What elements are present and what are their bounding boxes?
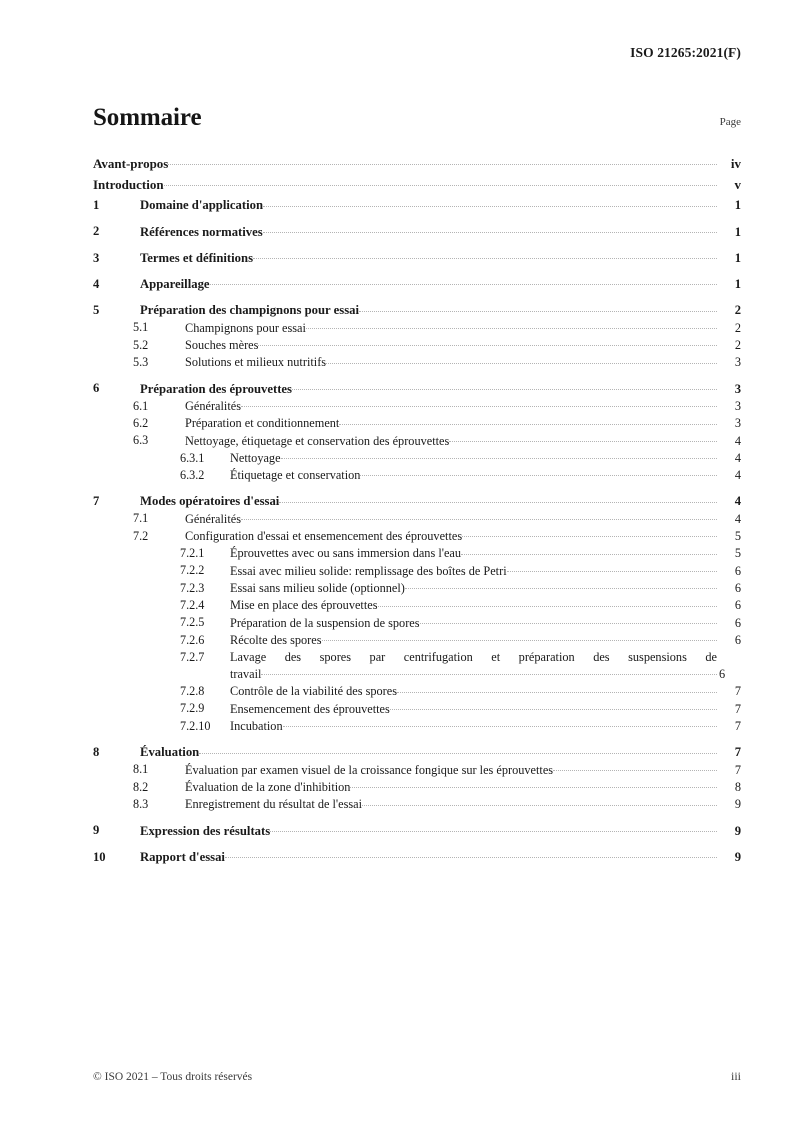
- toc-entry[interactable]: [93, 197, 741, 214]
- toc-entry-body: [140, 223, 741, 240]
- toc-entry-number: 8.3: [133, 796, 149, 811]
- toc-entry-label: Évaluation de la zone d'inhibition: [185, 779, 351, 794]
- toc-entry-body: [230, 700, 741, 717]
- toc-entry-label: Incubation: [230, 719, 283, 734]
- toc-entry-page-number: 4: [734, 433, 741, 448]
- toc-entry-page-number: 7: [734, 719, 741, 734]
- toc-entry-number: 4: [93, 276, 100, 291]
- toc-dot-leader: [350, 779, 717, 791]
- toc-entry-body: [230, 580, 741, 597]
- toc-entry[interactable]: [93, 822, 741, 839]
- toc-entry-body: [140, 493, 741, 510]
- toc-entry[interactable]: [93, 744, 741, 761]
- toc-entry-label: Préparation des champignons pour essai: [140, 303, 360, 318]
- toc-entry-label: Champignons pour essai: [185, 320, 306, 335]
- toc-entry-number: 5.3: [133, 355, 149, 370]
- toc-entry-body: [185, 432, 741, 449]
- toc-entry-number: 7.2.10: [180, 718, 211, 733]
- toc-entry-body: [230, 632, 741, 649]
- toc-entry-page-number: 7: [734, 684, 741, 699]
- toc-entry-label: Ensemencement des éprouvettes: [230, 701, 390, 716]
- toc-entry-label: Mise en place des éprouvettes: [230, 598, 378, 613]
- toc-entry-number: 8.1: [133, 762, 149, 777]
- toc-entry-label: Récolte des spores: [230, 632, 322, 647]
- toc-entry-number: 5: [93, 303, 100, 318]
- toc-entry[interactable]: [93, 432, 741, 449]
- toc-entry-number: 6.1: [133, 398, 149, 413]
- toc-dot-leader: [390, 700, 717, 712]
- toc-entry-body: [185, 354, 741, 371]
- toc-dot-leader: [378, 597, 717, 609]
- toc-dot-leader: [553, 761, 717, 773]
- toc-entry-label: Nettoyage, étiquetage et conservation des éprouvettes: [185, 433, 450, 448]
- toc-entry-body: [140, 849, 741, 866]
- toc-entry-number: 7.2.4: [180, 597, 205, 612]
- toc-entry-page-number: 7: [734, 762, 741, 777]
- toc-entry[interactable]: [93, 319, 741, 336]
- toc-entry-body: [230, 545, 741, 562]
- toc-entry-label: Introduction: [93, 177, 164, 192]
- toc-dot-leader: [397, 683, 717, 695]
- toc-entry-label: Expression des résultats: [140, 823, 271, 838]
- toc-entry-label: Préparation des éprouvettes: [140, 381, 292, 396]
- toc-entry-page-number: 7: [734, 701, 741, 716]
- toc-entry-number: 6: [93, 381, 100, 396]
- toc-entry-page-number: 3: [734, 398, 741, 413]
- toc-entry-page-number: 8: [734, 779, 741, 794]
- toc-entry-number: 8.2: [133, 779, 149, 794]
- toc-dot-leader: [306, 319, 717, 331]
- toc-entry-page-number: 6: [734, 563, 741, 578]
- toc-entry-label: Termes et définitions: [140, 250, 254, 265]
- toc-entry-label: Lavage des spores par centrifugation et préparation des suspensions de: [230, 649, 717, 664]
- toc-entry-label: Généralités: [185, 398, 241, 413]
- toc-entry-number: 10: [93, 849, 106, 864]
- toc-entry-page-number: 1: [734, 198, 741, 213]
- toc-entry-label: Appareillage: [140, 277, 210, 292]
- toc-entry-number: 7.2.2: [180, 563, 205, 578]
- toc-entry-label: Étiquetage et conservation: [230, 468, 361, 483]
- toc-dot-leader: [241, 510, 717, 522]
- toc-entry-label: Rapport d'essai: [140, 849, 225, 864]
- toc-entry-page-number: 6: [734, 632, 741, 647]
- toc-entry-page-number: 9: [734, 823, 741, 838]
- toc-entry-number: 2: [93, 224, 100, 239]
- toc-entry-body: [230, 562, 741, 579]
- toc-entry-label: Solutions et milieux nutritifs: [185, 355, 327, 370]
- toc-entry-page-number: iv: [730, 156, 741, 171]
- toc-entry[interactable]: [93, 700, 741, 717]
- toc-entry-number: 3: [93, 250, 100, 265]
- toc-entry[interactable]: [93, 683, 741, 700]
- toc-entry-body: [185, 319, 741, 336]
- toc-dot-leader: [164, 177, 717, 189]
- toc-entry-body: [185, 398, 741, 415]
- footer-page-number: iii: [730, 1069, 741, 1083]
- toc-entry-page-number: 2: [734, 303, 741, 318]
- toc-dot-leader: [292, 380, 717, 392]
- toc-entry-number: 5.1: [133, 320, 149, 335]
- toc-entry-number: 1: [93, 198, 100, 212]
- toc-entry-body: [185, 415, 741, 432]
- toc-entry-number: 7.2.9: [180, 701, 205, 716]
- toc-entry[interactable]: [93, 276, 741, 293]
- toc-entry[interactable]: [93, 250, 741, 267]
- toc-entry-label: Évaluation: [140, 745, 200, 760]
- toc-entry-number: 6.3.1: [180, 450, 205, 465]
- toc-entry-body: [93, 155, 741, 172]
- toc-dot-leader: [359, 302, 717, 314]
- toc-entry[interactable]: [93, 649, 741, 683]
- page-title: Sommaire: [93, 104, 202, 131]
- toc-entry-label: Références normatives: [140, 224, 263, 239]
- toc-entry[interactable]: [93, 398, 741, 415]
- toc-entry[interactable]: [93, 614, 741, 631]
- toc-entry-label: Enregistrement du résultat de l'essai: [185, 797, 363, 812]
- toc-entry-page-number: v: [734, 177, 741, 192]
- toc-dot-leader: [241, 398, 717, 410]
- toc-dot-leader: [263, 197, 717, 209]
- toc-dot-leader: [326, 354, 717, 366]
- toc-entry-page-number: 4: [734, 511, 741, 526]
- toc-dot-leader: [279, 493, 717, 505]
- toc-entry-label: Éprouvettes avec ou sans immersion dans l'eau: [230, 546, 462, 561]
- toc-entry-page-number: 6: [734, 598, 741, 613]
- toc-entry-body: [140, 302, 741, 319]
- toc-dot-leader: [168, 156, 717, 168]
- toc-entry-number: 6.3: [133, 433, 149, 448]
- toc-entry[interactable]: [93, 545, 741, 562]
- toc-entry-page-number: 4: [734, 468, 741, 483]
- toc-dot-leader: [405, 580, 717, 592]
- toc-dot-leader: [261, 666, 717, 678]
- toc-entry[interactable]: [93, 796, 741, 813]
- toc-entry-page-number: 3: [734, 381, 741, 396]
- toc-entry-page-number: 5: [734, 529, 741, 544]
- toc-entry-label: Évaluation par examen visuel de la croissance fongique sur les éprouvettes: [185, 762, 554, 777]
- toc-entry-body: [230, 467, 741, 484]
- toc-entry-label: Modes opératoires d'essai: [140, 494, 280, 509]
- toc-entry-page-number: 2: [734, 320, 741, 335]
- toc-dot-leader: [462, 528, 717, 540]
- toc-entry-body: [140, 276, 741, 293]
- toc-entry-label: Avant-propos: [93, 156, 169, 171]
- toc-entry-body: [185, 510, 741, 527]
- toc-entry-number: 7.2.6: [180, 632, 205, 647]
- toc-entry-body: [140, 380, 741, 397]
- toc-entry-body: [185, 779, 741, 796]
- toc-entry-body: [140, 744, 741, 761]
- footer-copyright: © ISO 2021 – Tous droits réservés: [93, 1071, 253, 1083]
- toc-entry[interactable]: [93, 176, 741, 193]
- toc-entry[interactable]: [93, 849, 741, 866]
- toc-entry-label: Configuration d'essai et ensemencement des éprouvettes: [185, 529, 463, 544]
- toc-entry-page-number: 1: [734, 224, 741, 239]
- toc-entry-body: [230, 683, 741, 700]
- toc-entry[interactable]: [93, 450, 741, 467]
- toc-entry-page-number: 4: [734, 450, 741, 465]
- toc-dot-leader: [281, 450, 717, 462]
- toc-dot-leader: [507, 562, 717, 574]
- toc-entry-body: [230, 718, 741, 735]
- toc-dot-leader: [210, 276, 717, 288]
- toc-title-row: [93, 105, 741, 130]
- toc-entry-page-number: 4: [734, 494, 741, 509]
- toc-dot-leader: [199, 744, 717, 756]
- toc-entry-label: Nettoyage: [230, 450, 281, 465]
- toc-entry[interactable]: [93, 380, 741, 397]
- toc-entry[interactable]: [93, 597, 741, 614]
- toc-entry[interactable]: [93, 354, 741, 371]
- toc-entry-number: 8: [93, 745, 100, 760]
- toc-entry[interactable]: [93, 467, 741, 484]
- toc-entry-body: [185, 337, 741, 354]
- toc-dot-leader: [263, 223, 717, 235]
- toc-entry-body: [185, 528, 741, 545]
- toc-entry-number: 7.2.8: [180, 684, 205, 699]
- toc-entry[interactable]: [93, 632, 741, 649]
- toc-dot-leader: [270, 822, 717, 834]
- toc-entry-body: [140, 822, 741, 839]
- toc-dot-leader: [283, 718, 717, 730]
- toc-entry-label: Essai sans milieu solide (optionnel): [230, 580, 405, 595]
- toc-entry-body: [230, 597, 741, 614]
- toc-entry-body: [230, 614, 741, 631]
- toc-entry-number: 7: [93, 494, 100, 509]
- toc-entry-label-continued: travail: [230, 667, 262, 682]
- toc-entry-number: 7.1: [133, 511, 149, 526]
- toc-entry[interactable]: [93, 337, 741, 354]
- toc-entry-page-number: 1: [734, 250, 741, 265]
- toc-entry-label: Préparation de la suspension de spores: [230, 615, 420, 630]
- toc-entry[interactable]: [93, 580, 741, 597]
- document-footer: [93, 1069, 741, 1084]
- toc-entry-number: 9: [93, 823, 100, 838]
- toc-entry[interactable]: [93, 718, 741, 735]
- toc-entry-number: 7.2.5: [180, 615, 205, 630]
- toc-entry-page-number: 7: [734, 745, 741, 760]
- toc-entry-page-number: 9: [734, 849, 741, 864]
- toc-entry[interactable]: [93, 562, 741, 579]
- toc-entry-page-number: 6: [719, 667, 726, 682]
- toc-entry[interactable]: [93, 528, 741, 545]
- toc-entry-label: Généralités: [185, 511, 241, 526]
- page-column-header: Page: [719, 116, 741, 128]
- toc-entry[interactable]: [93, 223, 741, 240]
- toc-dot-leader: [420, 614, 717, 626]
- toc-entry-number: 7.2.3: [180, 580, 205, 595]
- toc-entry-label: Essai avec milieu solide: remplissage des boîtes de Petri: [230, 563, 507, 578]
- toc-dot-leader: [253, 250, 717, 262]
- toc-entry[interactable]: [93, 779, 741, 796]
- toc-dot-leader: [225, 849, 717, 861]
- toc-entry-body: [230, 649, 741, 683]
- toc-entry-page-number: 6: [734, 615, 741, 630]
- toc-entry-number: 7.2: [133, 528, 149, 543]
- toc-entry[interactable]: [93, 415, 741, 432]
- toc-entry-body: [140, 197, 741, 214]
- toc-entry-page-number: 2: [734, 338, 741, 353]
- toc-entry-number: 7.2.1: [180, 546, 205, 561]
- toc-dot-leader: [362, 796, 717, 808]
- toc-entry-body: [140, 250, 741, 267]
- toc-entry-number: 6.3.2: [180, 467, 205, 482]
- toc-entry-body: [185, 761, 741, 778]
- toc-entry-page-number: 9: [734, 797, 741, 812]
- toc-entry-number: 5.2: [133, 337, 149, 352]
- toc-entry[interactable]: [93, 302, 741, 319]
- toc-entry[interactable]: [93, 510, 741, 527]
- toc-entry-page-number: 3: [734, 355, 741, 370]
- toc-entry-label: Contrôle de la viabilité des spores: [230, 684, 397, 699]
- toc-entry-page-number: 1: [734, 277, 741, 292]
- toc-entry-label: Préparation et conditionnement: [185, 416, 340, 431]
- document-header-reference: ISO 21265:2021(F): [630, 45, 741, 60]
- toc-entry[interactable]: [93, 493, 741, 510]
- toc-entry-page-number: 5: [734, 546, 741, 561]
- toc-dot-leader: [258, 337, 717, 349]
- toc-entry[interactable]: [93, 155, 741, 172]
- toc-entry-page-number: 3: [734, 416, 741, 431]
- toc-entry-body: [230, 450, 741, 467]
- toc-entry-number: 7.2.7: [180, 649, 205, 664]
- toc-dot-leader: [461, 545, 717, 557]
- toc-entry-page-number: 6: [734, 580, 741, 595]
- table-of-contents: [93, 155, 741, 866]
- toc-entry-body: [93, 176, 741, 193]
- toc-entry[interactable]: [93, 761, 741, 778]
- toc-entry-label: Domaine d'application: [140, 198, 264, 213]
- toc-entry-number: 6.2: [133, 415, 149, 430]
- toc-dot-leader: [449, 432, 717, 444]
- toc-entry-body: [185, 796, 741, 813]
- toc-dot-leader: [339, 415, 717, 427]
- toc-entry-label: Souches mères: [185, 338, 259, 353]
- toc-dot-leader: [360, 467, 717, 479]
- toc-dot-leader: [322, 632, 717, 644]
